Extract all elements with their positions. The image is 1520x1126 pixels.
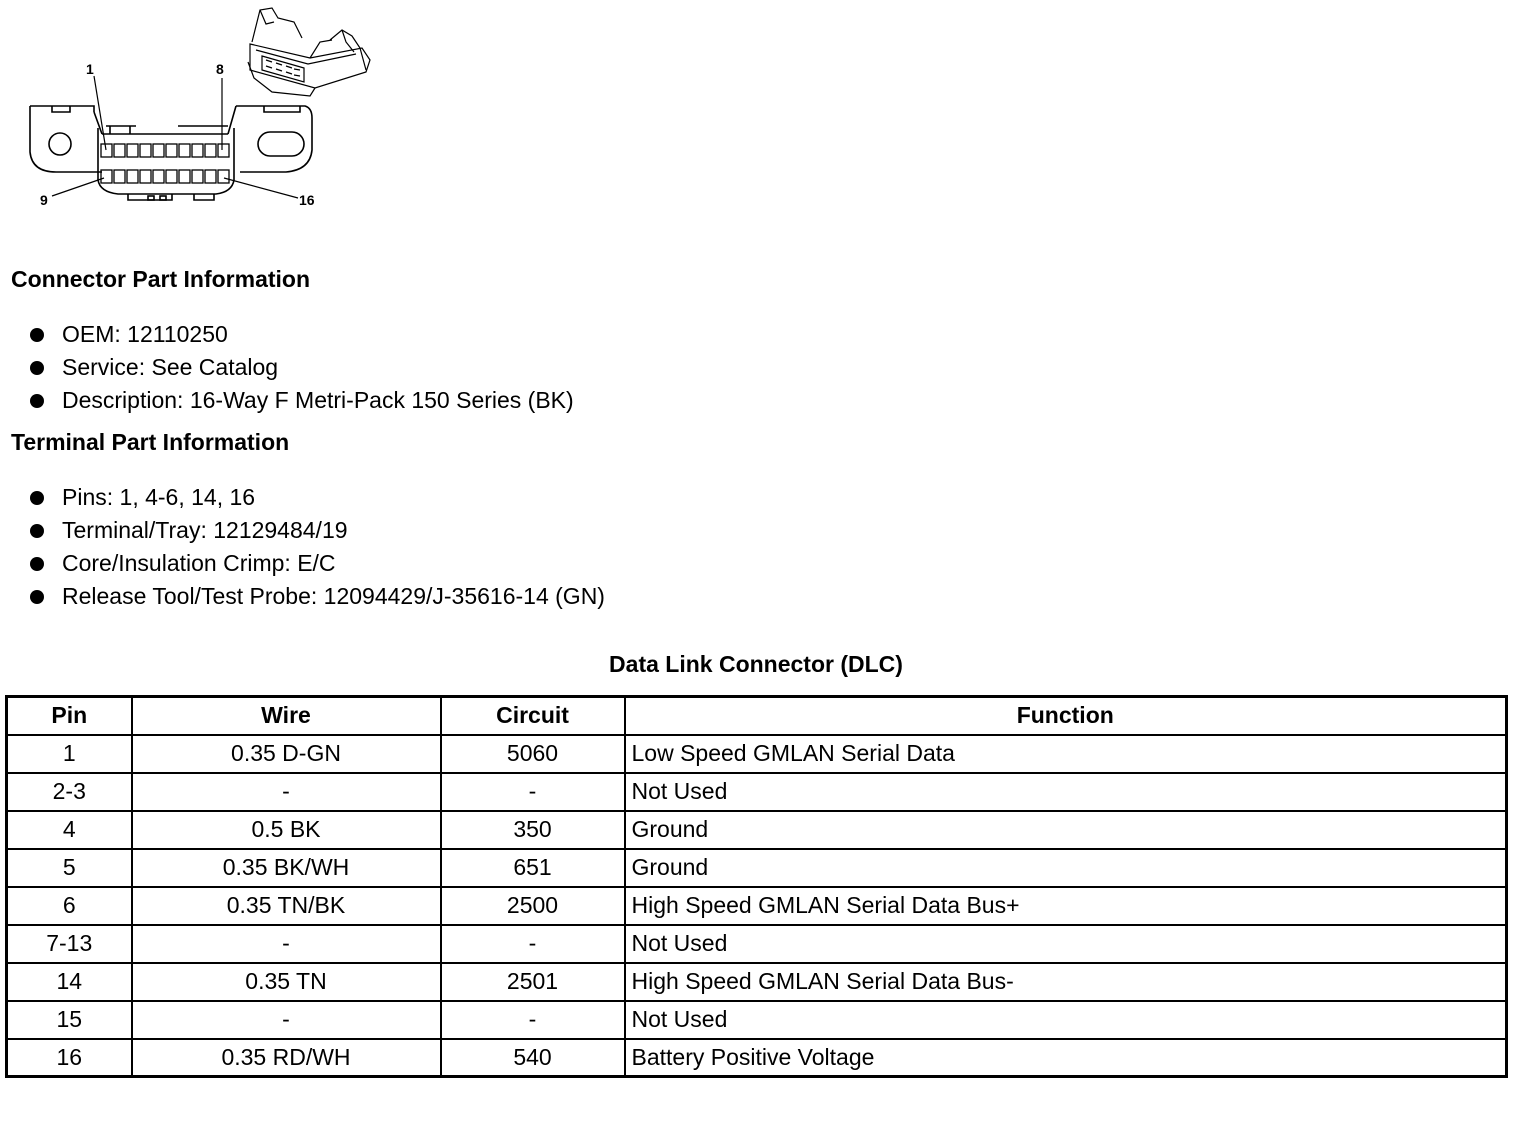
connector-part-info-list [30,321,574,420]
bullet-icon [30,394,44,408]
cell-wire: 0.35 TN/BK [132,887,441,925]
connector-3d-view [248,8,370,96]
table-row [7,1039,1507,1077]
cell-circuit: 651 [441,849,625,887]
cell-function: Not Used [625,1001,1507,1039]
cell-pin: 15 [7,1001,132,1039]
cell-wire: - [132,1001,441,1039]
cell-circuit: 2500 [441,887,625,925]
column-header-pin: Pin [7,697,132,735]
cell-wire: - [132,925,441,963]
bullet-icon [30,557,44,571]
list-item-text: Release Tool/Test Probe: 12094429/J-35616-14 (GN) [62,583,605,609]
cell-function: Battery Positive Voltage [625,1039,1507,1077]
table-row [7,963,1507,1001]
list-item [30,321,574,354]
cell-circuit: 5060 [441,735,625,773]
table-row [7,811,1507,849]
pin-label-16: 16 [299,192,315,208]
column-header-wire: Wire [132,697,441,735]
cell-circuit: - [441,1001,625,1039]
table-row [7,1001,1507,1039]
pin-label-1: 1 [86,61,94,77]
cell-wire: 0.35 BK/WH [132,849,441,887]
column-header-function: Function [625,697,1507,735]
table-row [7,925,1507,963]
table-row [7,849,1507,887]
pin-grid [101,144,229,183]
cell-circuit: - [441,925,625,963]
cell-pin: 14 [7,963,132,1001]
pin-label-9: 9 [40,192,48,208]
list-item-text: Terminal/Tray: 12129484/19 [62,517,348,543]
table-header-row [7,697,1507,735]
connector-part-info-heading: Connector Part Information [11,266,311,292]
cell-pin: 2-3 [7,773,132,811]
connector-front-view [30,106,312,200]
list-item [30,550,605,583]
cell-pin: 16 [7,1039,132,1077]
list-item-text: Core/Insulation Crimp: E/C [62,550,336,576]
table-row [7,773,1507,811]
list-item-text: Service: See Catalog [62,354,279,380]
table-row [7,735,1507,773]
cell-function: Not Used [625,773,1507,811]
connector-diagram [10,0,380,215]
list-item-text: Description: 16-Way F Metri-Pack 150 Series (BK) [62,387,574,413]
cell-circuit: 2501 [441,963,625,1001]
cell-function: High Speed GMLAN Serial Data Bus- [625,963,1507,1001]
bullet-icon [30,491,44,505]
column-header-circuit: Circuit [441,697,625,735]
list-item [30,517,605,550]
cell-circuit: 540 [441,1039,625,1077]
list-item-text: Pins: 1, 4-6, 14, 16 [62,484,256,510]
list-item [30,354,574,387]
cell-function: High Speed GMLAN Serial Data Bus+ [625,887,1507,925]
cell-circuit: - [441,773,625,811]
cell-pin: 6 [7,887,132,925]
cell-pin: 4 [7,811,132,849]
list-item-text: OEM: 12110250 [62,321,228,347]
cell-function: Not Used [625,925,1507,963]
cell-circuit: 350 [441,811,625,849]
table-title: Data Link Connector (DLC) [609,651,903,677]
cell-pin: 1 [7,735,132,773]
cell-pin: 7-13 [7,925,132,963]
cell-wire: 0.35 D-GN [132,735,441,773]
cell-wire: 0.35 RD/WH [132,1039,441,1077]
bullet-icon [30,361,44,375]
dlc-pinout-table [5,695,1508,1078]
terminal-part-info-list [30,484,605,616]
bullet-icon [30,328,44,342]
cell-wire: 0.5 BK [132,811,441,849]
list-item [30,387,574,420]
cell-function: Ground [625,849,1507,887]
cell-pin: 5 [7,849,132,887]
list-item [30,484,605,517]
cell-function: Ground [625,811,1507,849]
cell-function: Low Speed GMLAN Serial Data [625,735,1507,773]
terminal-part-info-heading: Terminal Part Information [11,429,290,455]
bullet-icon [30,524,44,538]
cell-wire: - [132,773,441,811]
cell-wire: 0.35 TN [132,963,441,1001]
bullet-icon [30,590,44,604]
table-row [7,887,1507,925]
pin-label-8: 8 [216,61,224,77]
list-item [30,583,605,616]
